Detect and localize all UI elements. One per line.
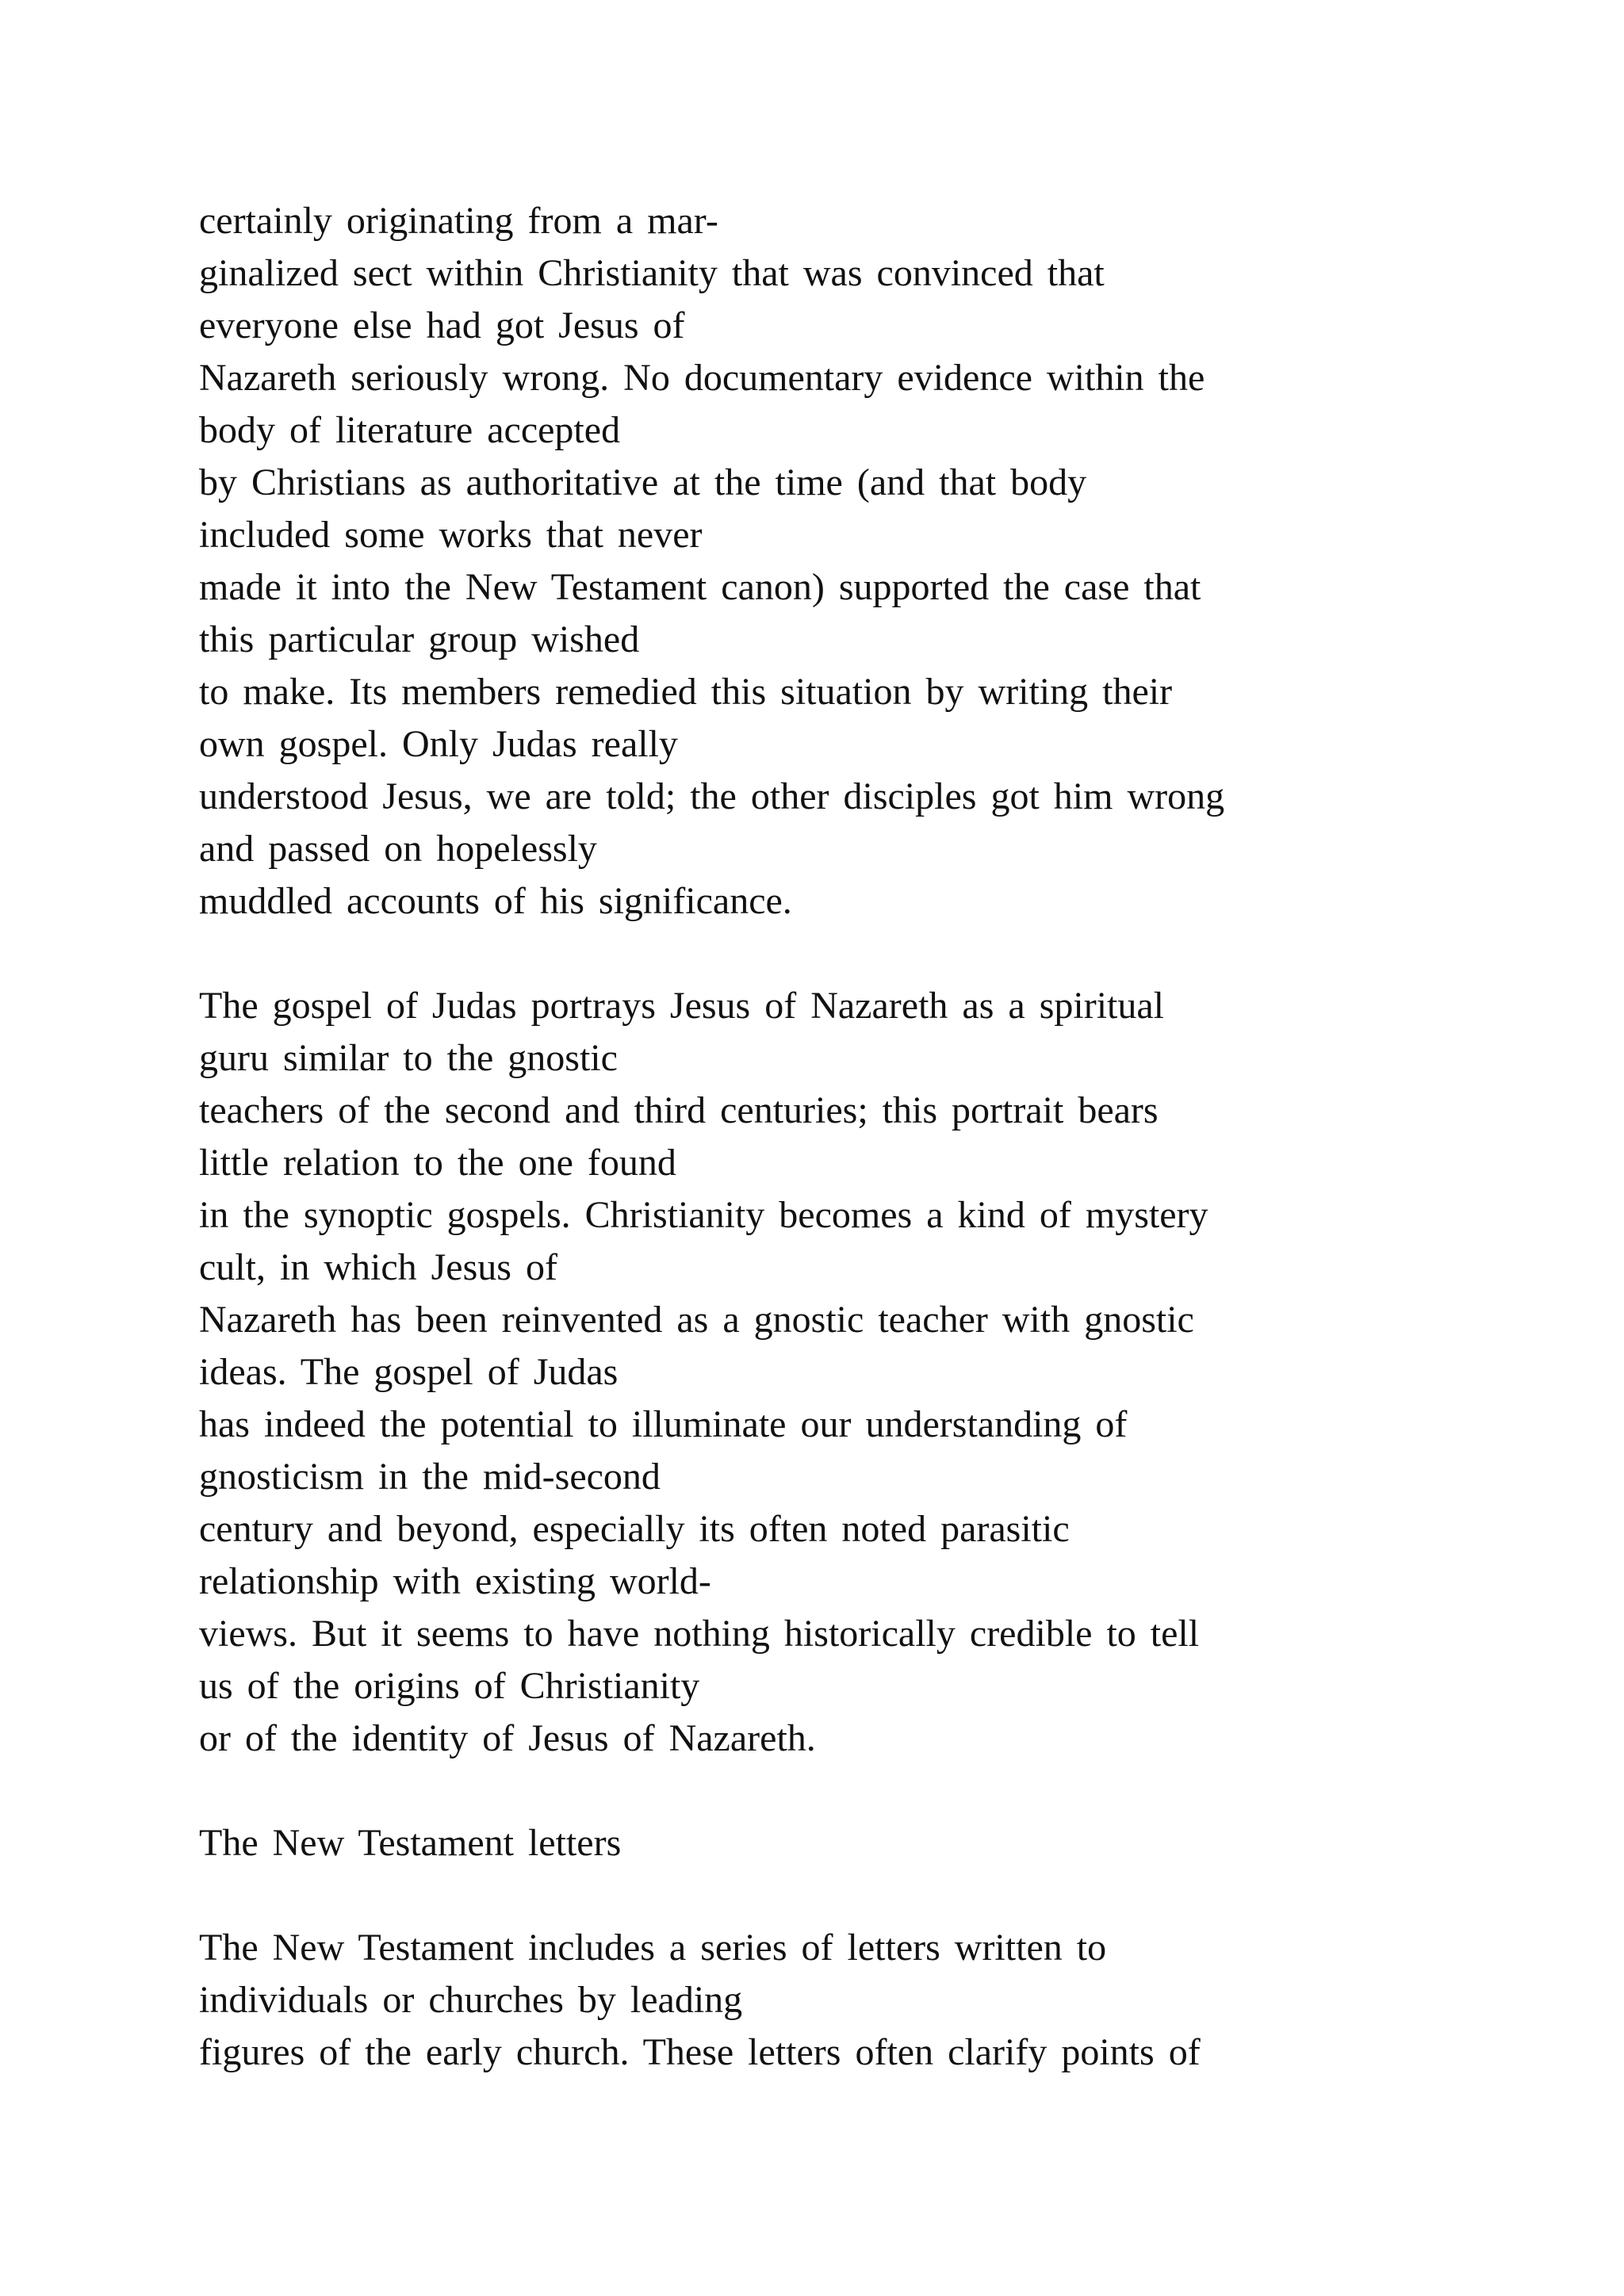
text-line: understood Jesus, we are told; the other disciples got him wrong — [199, 775, 1225, 817]
text-line: and passed on hopelessly — [199, 828, 597, 870]
text-line: gnosticism in the mid-second — [199, 1456, 661, 1498]
text-line: to make. Its members remedied this situation by writing their — [199, 671, 1173, 713]
text-line: ideas. The gospel of Judas — [199, 1351, 619, 1393]
text-line: certainly originating from a mar- — [199, 200, 718, 242]
text-line: views. But it seems to have nothing historically credible to tell — [199, 1613, 1200, 1655]
text-line: Nazareth seriously wrong. No documentary evidence within the — [199, 357, 1205, 399]
text-line: teachers of the second and third centuries; this portrait bears — [199, 1089, 1159, 1131]
text-line: has indeed the potential to illuminate our understanding of — [199, 1403, 1128, 1445]
text-line: cult, in which Jesus of — [199, 1246, 557, 1288]
text-line: by Christians as authoritative at the time (and that body — [199, 461, 1087, 503]
paragraph-gap — [199, 928, 1507, 980]
text-line: everyone else had got Jesus of — [199, 304, 685, 346]
text-line: muddled accounts of his significance. — [199, 880, 792, 922]
text-line: guru similar to the gnostic — [199, 1037, 618, 1079]
text-line: in the synoptic gospels. Christianity becomes a kind of mystery — [199, 1194, 1208, 1236]
text-line: ginalized sect within Christianity that was convinced that — [199, 252, 1105, 294]
document-body — [199, 195, 1507, 2079]
text-line: The gospel of Judas portrays Jesus of Nazareth as a spiritual — [199, 985, 1165, 1027]
section-heading-new-testament-letters — [199, 1817, 1507, 1869]
text-line: The New Testament includes a series of letters written to — [199, 1927, 1107, 1969]
text-line: figures of the early church. These letters often clarify points of — [199, 2031, 1201, 2073]
text-line: or of the identity of Jesus of Nazareth. — [199, 1717, 816, 1759]
text-line: individuals or churches by leading — [199, 1979, 743, 2021]
text-line: this particular group wished — [199, 618, 640, 660]
text-line: included some works that never — [199, 514, 703, 556]
text-line: own gospel. Only Judas really — [199, 723, 678, 765]
paragraph-gap — [199, 1765, 1507, 1817]
paragraph-gospel-of-judas — [199, 980, 1507, 1765]
text-line: The New Testament letters — [199, 1822, 622, 1864]
text-line: relationship with existing world- — [199, 1560, 711, 1602]
paragraph-new-testament-letters — [199, 1922, 1507, 2079]
text-line: us of the origins of Christianity — [199, 1665, 700, 1707]
text-line: made it into the New Testament canon) supported the case that — [199, 566, 1201, 608]
text-line: little relation to the one found — [199, 1142, 676, 1184]
text-line: body of literature accepted — [199, 409, 621, 451]
paragraph-gap — [199, 1869, 1507, 1922]
text-line: Nazareth has been reinvented as a gnostic teacher with gnostic — [199, 1299, 1194, 1341]
text-line: century and beyond, especially its often noted parasitic — [199, 1508, 1070, 1550]
paragraph-marginalized-sect — [199, 195, 1507, 928]
